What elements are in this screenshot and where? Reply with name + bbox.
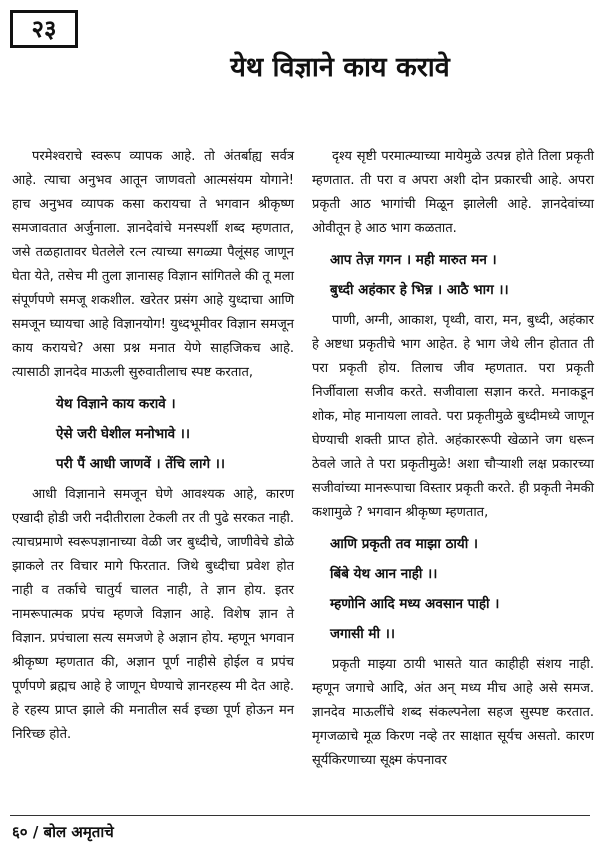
right-column [312, 145, 594, 773]
right-verse-2 [312, 529, 594, 649]
verse-line: बिंबे येथ आन नाही ।। [330, 566, 438, 582]
left-column [12, 145, 294, 747]
chapter-title: येथ विज्ञाने काय करावे [230, 52, 450, 83]
right-paragraph-1: दृश्य सृष्टी परमात्म्याच्या मायेमुळे उत्पन्न होते तिला प्रकृती म्हणतात. ती परा व अपरा अशी दोन प्रकारची आहे. अपरा प्रकृती आठ भागांची मिळून झालेली आहे. ज्ञानदेवांच्या ओवीतून हे आठ भाग कळतात. [312, 149, 594, 236]
verse-line: म्हणोनि आदि मध्य अवसान पाही । [330, 596, 500, 612]
left-paragraph-2: आधी विज्ञानाने समजून घेणे आवश्यक आहे, कारण एखादी होडी जरी नदीतीराला टेकली तर ती पुढे सरकत नाही. त्याचप्रमाणे स्वरूपज्ञानाच्या वेळी जर बुध्दीचे, जाणीवेचे डोळे झाकले तर विचार मागे फिरतात. जिथे बुध्दीचा प्रवेश होत नाही व तर्काचे चातुर्य चालत नाही, ते ज्ञान होय. इतर नामरूपात्मक प्रपंच म्हणजे विज्ञान आहे. विशेष ज्ञान ते विज्ञान. प्रपंचाला सत्य समजणे हे अज्ञान होय. म्हणून भगवान श्रीकृष्ण म्हणतात की, अज्ञान पूर्ण नाहीसे होईल व प्रपंच पूर्णपणे ब्रह्मच आहे हे जाणून घेण्याचे ज्ञानरहस्य मी देत आहे. हे रहस्य प्राप्त झाले की मनातील सर्व इच्छा पूर्ण होऊन मन निरिच्छ होते. [12, 487, 294, 742]
verse-line: आप तेज़ गगन । मही मारुत मन । [330, 252, 497, 268]
verse-line: आणि प्रकृती तव माझा ठायी । [330, 536, 479, 552]
verse-line: बुध्दी अहंकार हे भिन्न । आठै भाग ।। [330, 282, 509, 298]
verse-line: येथ विज्ञाने काय करावे । [56, 396, 176, 412]
left-paragraph-1: परमेश्वराचे स्वरूप व्यापक आहे. तो अंतर्बाह्य सर्वत्र आहे. त्याचा अनुभव आतून जाणवतो आत्मसंयम योगाने! हाच अनुभव व्यापक कसा करायचा ते भगवान श्रीकृष्ण समजावतात अर्जुनाला. ज्ञानदेवांचे मनस्पर्शी शब्द म्हणतात, जसे तळहातावर घेतलेले रत्न त्याच्या सगळ्या पैलूंसह जाणून घेता येते, तसेच मी तुला ज्ञानासह विज्ञान सांगितले की तू मला संपूर्णपणे समजू शकशील. खरेतर प्रसंग आहे युध्दाचा आणि समजून घ्यायचा आहे विज्ञानयोग! युध्दभूमीवर विज्ञान समजून काय करायचे? असा प्रश्न मनात येणे साहजिकच आहे. त्यासाठी ज्ञानदेव माऊली सुरुवातीलाच स्पष्ट करतात, [12, 149, 294, 380]
footer-divider [10, 815, 590, 816]
left-verse [12, 389, 294, 479]
page-footer: ६० / बोल अमृताचे [12, 823, 114, 841]
right-paragraph-3: प्रकृती माझ्या ठायी भासते यात काहीही संशय नाही. म्हणून जगाचे आदि, अंत अन् मध्य मीच आहे असे समज. ज्ञानदेव माऊलींचे शब्द संकल्पनेला सहज सुस्पष्ट करतात. मृगजळाचे मूळ किरण नव्हे तर साक्षात सूर्यच असतो. कारण सूर्यकिरणाच्या सूक्ष्म कंपनावर [312, 657, 594, 768]
verse-line: जगासी मी ।। [330, 626, 395, 642]
chapter-number: २३ [31, 15, 57, 43]
chapter-number-box [10, 10, 78, 48]
verse-line: परी पैं आधी जाणवें । तेंचि लागे ।। [56, 456, 225, 472]
right-paragraph-2: पाणी, अग्नी, आकाश, पृथ्वी, वारा, मन, बुध्दी, अहंकार हे अष्टधा प्रकृतीचे भाग आहेत. हे भाग जेथे लीन होतात ती परा प्रकृती होय. तिलाच जीव म्हणतात. परा प्रकृती निर्जीवाला सजीव करते. सजीवाला सज्ञान करते. मनाकडून शोक, मोह मानायला लावते. परा प्रकृतीमुळे बुध्दीमध्ये जाणून घेण्याची शक्ती प्राप्त होते. अहंकाररूपी खेळाने जग धरून ठेवले जाते ते परा प्रकृतीमुळे! अशा चौऱ्याशी लक्ष प्रकारच्या सजीवांच्या मानरूपाचा विस्तार प्रकृती करते. ही प्रकृती नेमकी कशामुळे ? भगवान श्रीकृष्ण म्हणतात, [312, 313, 594, 520]
right-verse-1 [312, 245, 594, 305]
verse-line: ऐसे जरी घेशील मनोभावे ।। [56, 426, 191, 442]
